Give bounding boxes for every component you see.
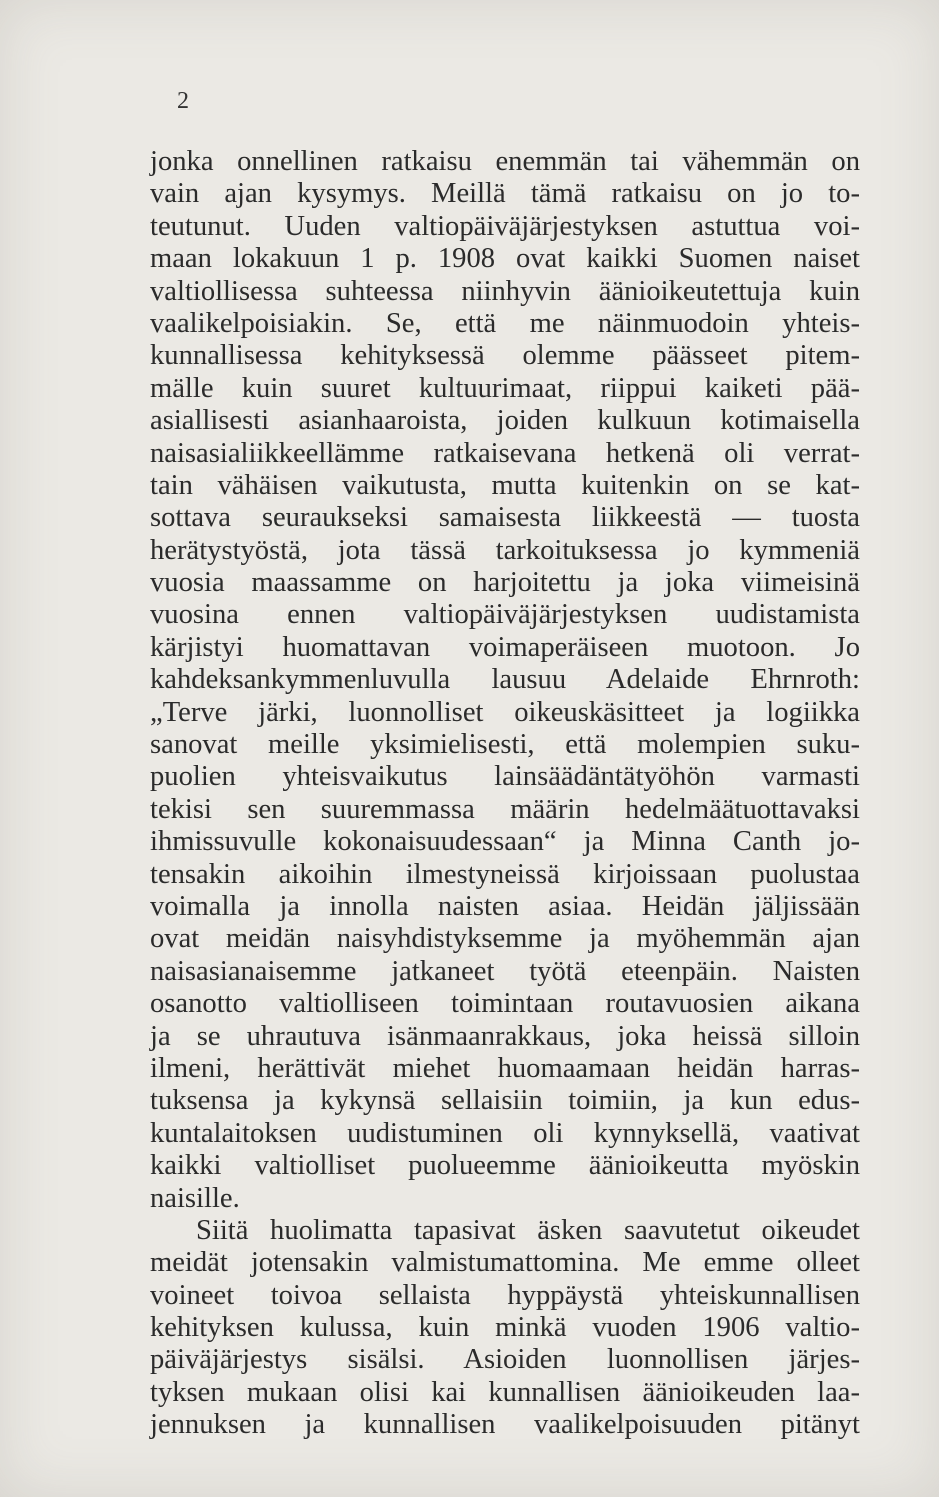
text-line: kahdeksankymmenluvulla lausuu Adelaide Ehrnroth: — [150, 664, 860, 696]
text-line: sanovat meille yksimielisesti, että molempien suku- — [150, 729, 860, 761]
text-line: herätystyöstä, jota tässä tarkoituksessa jo kymmeniä — [150, 534, 860, 566]
text-line: naisille. — [150, 1182, 240, 1214]
text-line: vaalikelpoisiakin. Se, että me näinmuodoin yhteis- — [150, 307, 860, 339]
text-line: jonka onnellinen ratkaisu enemmän tai vähemmän on — [150, 146, 860, 177]
text-line: vuosia maassamme on harjoitettu ja joka viimeisinä — [150, 567, 860, 599]
text-line: osanotto valtiolliseen toimintaan routavuosien aikana — [150, 988, 860, 1020]
text-line: ja se uhrautuva isänmaanrakkaus, joka heissä silloin — [150, 1020, 860, 1052]
text-line: tuksensa ja kykynsä sellaisiin toimiin, ja kun edus- — [150, 1085, 860, 1117]
text-line: tekisi sen suuremmassa määrin hedelmäätuottavaksi — [150, 793, 860, 825]
body-text — [150, 146, 860, 1442]
text-line: „Terve järki, luonnolliset oikeuskäsitteet ja logiikka — [150, 696, 860, 728]
text-line: ihmissuvulle kokonaisuudessaan“ ja Minna Canth jo- — [150, 826, 860, 858]
text-line: kehityksen kulussa, kuin minkä vuoden 1906 valtio- — [150, 1312, 860, 1344]
text-line: voineet toivoa sellaista hyppäystä yhteiskunnallisen — [150, 1279, 860, 1311]
text-line: teutunut. Uuden valtiopäiväjärjestyksen astuttua voi- — [150, 210, 860, 242]
text-line: naisasianaisemme jatkaneet työtä eteenpäin. Naisten — [150, 955, 860, 987]
text-line: puolien yhteisvaikutus lainsäädäntätyöhön varmasti — [150, 761, 860, 793]
text-line: tyksen mukaan olisi kai kunnallisen äänioikeuden laa- — [150, 1376, 860, 1408]
text-line: kaikki valtiolliset puolueemme äänioikeutta myöskin — [150, 1150, 860, 1182]
text-line: jennuksen ja kunnallisen vaalikelpoisuuden pitänyt — [150, 1409, 860, 1441]
text-line: vain ajan kysymys. Meillä tämä ratkaisu on jo to- — [150, 178, 860, 210]
text-line: päiväjärjestys sisälsi. Asioiden luonnollisen järjes- — [150, 1344, 860, 1376]
text-line: vuosina ennen valtiopäiväjärjestyksen uudistamista — [150, 599, 860, 631]
text-line: kärjistyi huomattavan voimaperäiseen muotoon. Jo — [150, 631, 860, 663]
text-line: tensakin aikoihin ilmestyneissä kirjoissaan puolustaa — [150, 858, 860, 890]
text-line: maan lokakuun 1 p. 1908 ovat kaikki Suomen naiset — [150, 243, 860, 275]
text-line: voimalla ja innolla naisten asiaa. Heidän jäljissään — [150, 890, 860, 922]
text-line: meidät jotensakin valmistumattomina. Me emme olleet — [150, 1247, 860, 1279]
text-line: naisasialiikkeellämme ratkaisevana hetkenä oli verrat- — [150, 437, 860, 469]
text-line: kuntalaitoksen uudistuminen oli kynnyksellä, vaativat — [150, 1117, 860, 1149]
text-line: ovat meidän naisyhdistyksemme ja myöhemmän ajan — [150, 923, 860, 955]
text-line: Siitä huolimatta tapasivat äsken saavutetut oikeudet — [196, 1214, 860, 1246]
text-line: kunnallisessa kehityksessä olemme päässeet pitem- — [150, 340, 860, 372]
paragraph — [150, 146, 860, 1215]
text-line: tain vähäisen vaikutusta, mutta kuitenkin on se kat- — [150, 469, 860, 501]
paragraph — [150, 1215, 860, 1442]
text-line: asiallisesti asianhaaroista, joiden kulkuun kotimaisella — [150, 405, 860, 437]
text-line: mälle kuin suuret kultuurimaat, riippui kaiketi pää- — [150, 372, 860, 404]
page-number: 2 — [177, 88, 189, 114]
text-line: sottava seuraukseksi samaisesta liikkeestä — tuosta — [150, 502, 860, 534]
text-line: ilmeni, herättivät miehet huomaamaan heidän harras- — [150, 1052, 860, 1084]
text-line: valtiollisessa suhteessa niinhyvin äänioikeutettuja kuin — [150, 275, 860, 307]
